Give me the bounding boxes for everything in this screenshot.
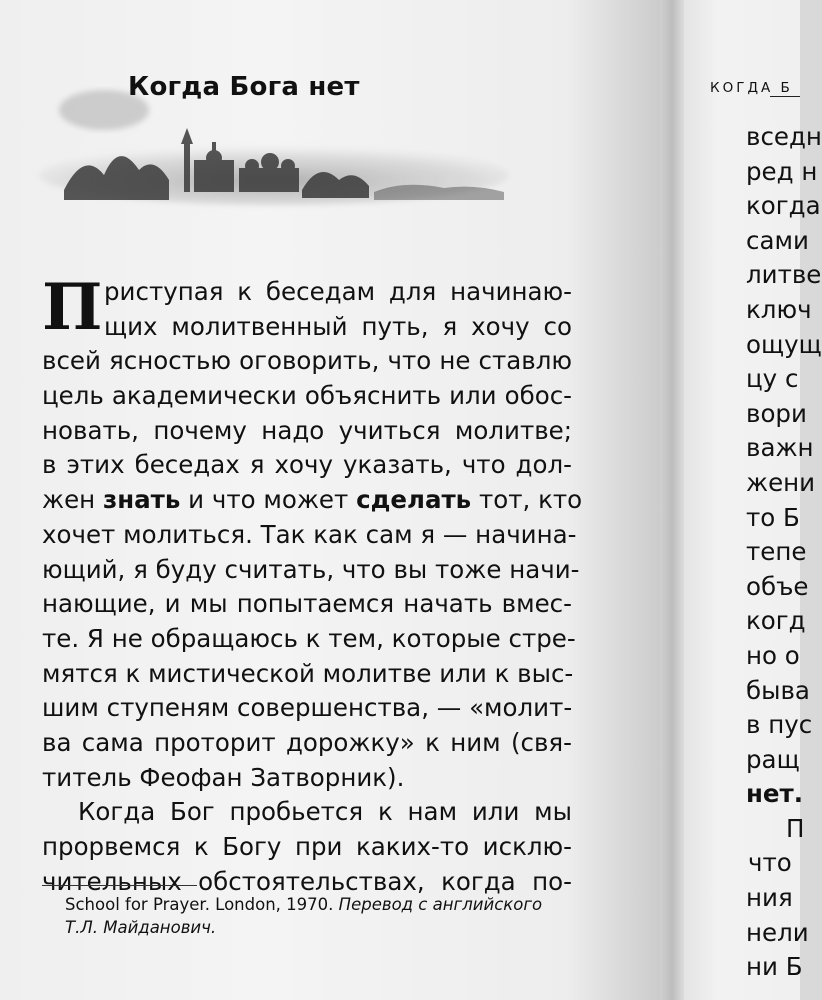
body-line: всей ясностью оговорить, что не ставлю [42,346,572,376]
body-line: Когда Бог пробьется к нам или мы [78,797,572,827]
emphasis-word: знать [102,485,181,515]
footnote: School for Prayer. London, 1970. Перевод с английского Т.Л. Майданович. [65,895,543,937]
body-line: цу с [746,364,799,394]
body-line: когд [746,606,806,636]
body-line: П риступая к беседам для начинаю- [42,270,572,345]
body-line: что [748,848,792,878]
body-line: в этих беседах я хочу указать, что дол- [42,450,572,480]
body-line: вседн [746,122,822,151]
body-line: сами [746,225,809,255]
body-line: нели [746,917,809,947]
body-line: ни Б [746,952,803,982]
body-line: быва [746,675,810,705]
page-title: Когда Бога нет [128,72,360,102]
body-line: шим ступеням совершенства, — «молит- [42,693,573,723]
body-line: мятся к мистической молитве или к выс- [42,658,574,688]
body-line: когда [746,191,821,221]
body-line: ния [746,883,793,913]
right-page-text [746,120,822,985]
body-line: ощущ [746,329,822,359]
emphasis-word: сделать [356,485,472,515]
body-line: ва сама проторит дорожку» к ним (свя- [42,727,572,757]
body-line: П [786,813,805,843]
body-line: прорвемся к Богу при каких-то исклю- [42,832,572,861]
body-line: щих молитвенный путь, я хочу со [104,311,572,341]
body-line: тепе [746,537,807,567]
body-line: ред н [746,156,818,186]
body-line: нающие, и мы попытаемся начать вмес- [42,589,572,619]
body-line: вори [746,398,807,428]
running-head-rule [770,96,800,97]
body-line: но о [746,640,800,670]
body-line: объе [746,571,809,601]
running-head: КОГДА Б [710,80,793,96]
body-line: важн [746,433,814,463]
body-line: чительных обстоятельствах, когда по- [42,866,572,896]
book-gutter [660,0,684,1000]
body-line: нет. [746,779,804,809]
body-line: титель Феофан Затворник). [42,762,405,792]
body-line: ющий, я буду считать, что вы тоже начи- [42,554,580,584]
body-line: ключ [746,294,812,324]
body-line: цель академически объяснить или обос- [42,381,572,411]
body-line: хочет молиться. Так как сам я — начина- [42,519,577,549]
footnote-divider [42,885,197,886]
drop-cap: П [42,270,103,345]
body-line: ращ [746,744,800,774]
body-line: жени [746,467,816,497]
body-line: новать, почему надо учиться молитве; [42,415,572,445]
body-text [42,270,583,899]
body-line: жен знать и что может сделать тот, кто [42,485,583,515]
body-line: те. Я не обращаюсь к тем, которые стре- [42,623,576,653]
body-line: литве [746,260,822,290]
body-line: то Б [746,502,800,532]
body-line: в пус [746,710,813,740]
